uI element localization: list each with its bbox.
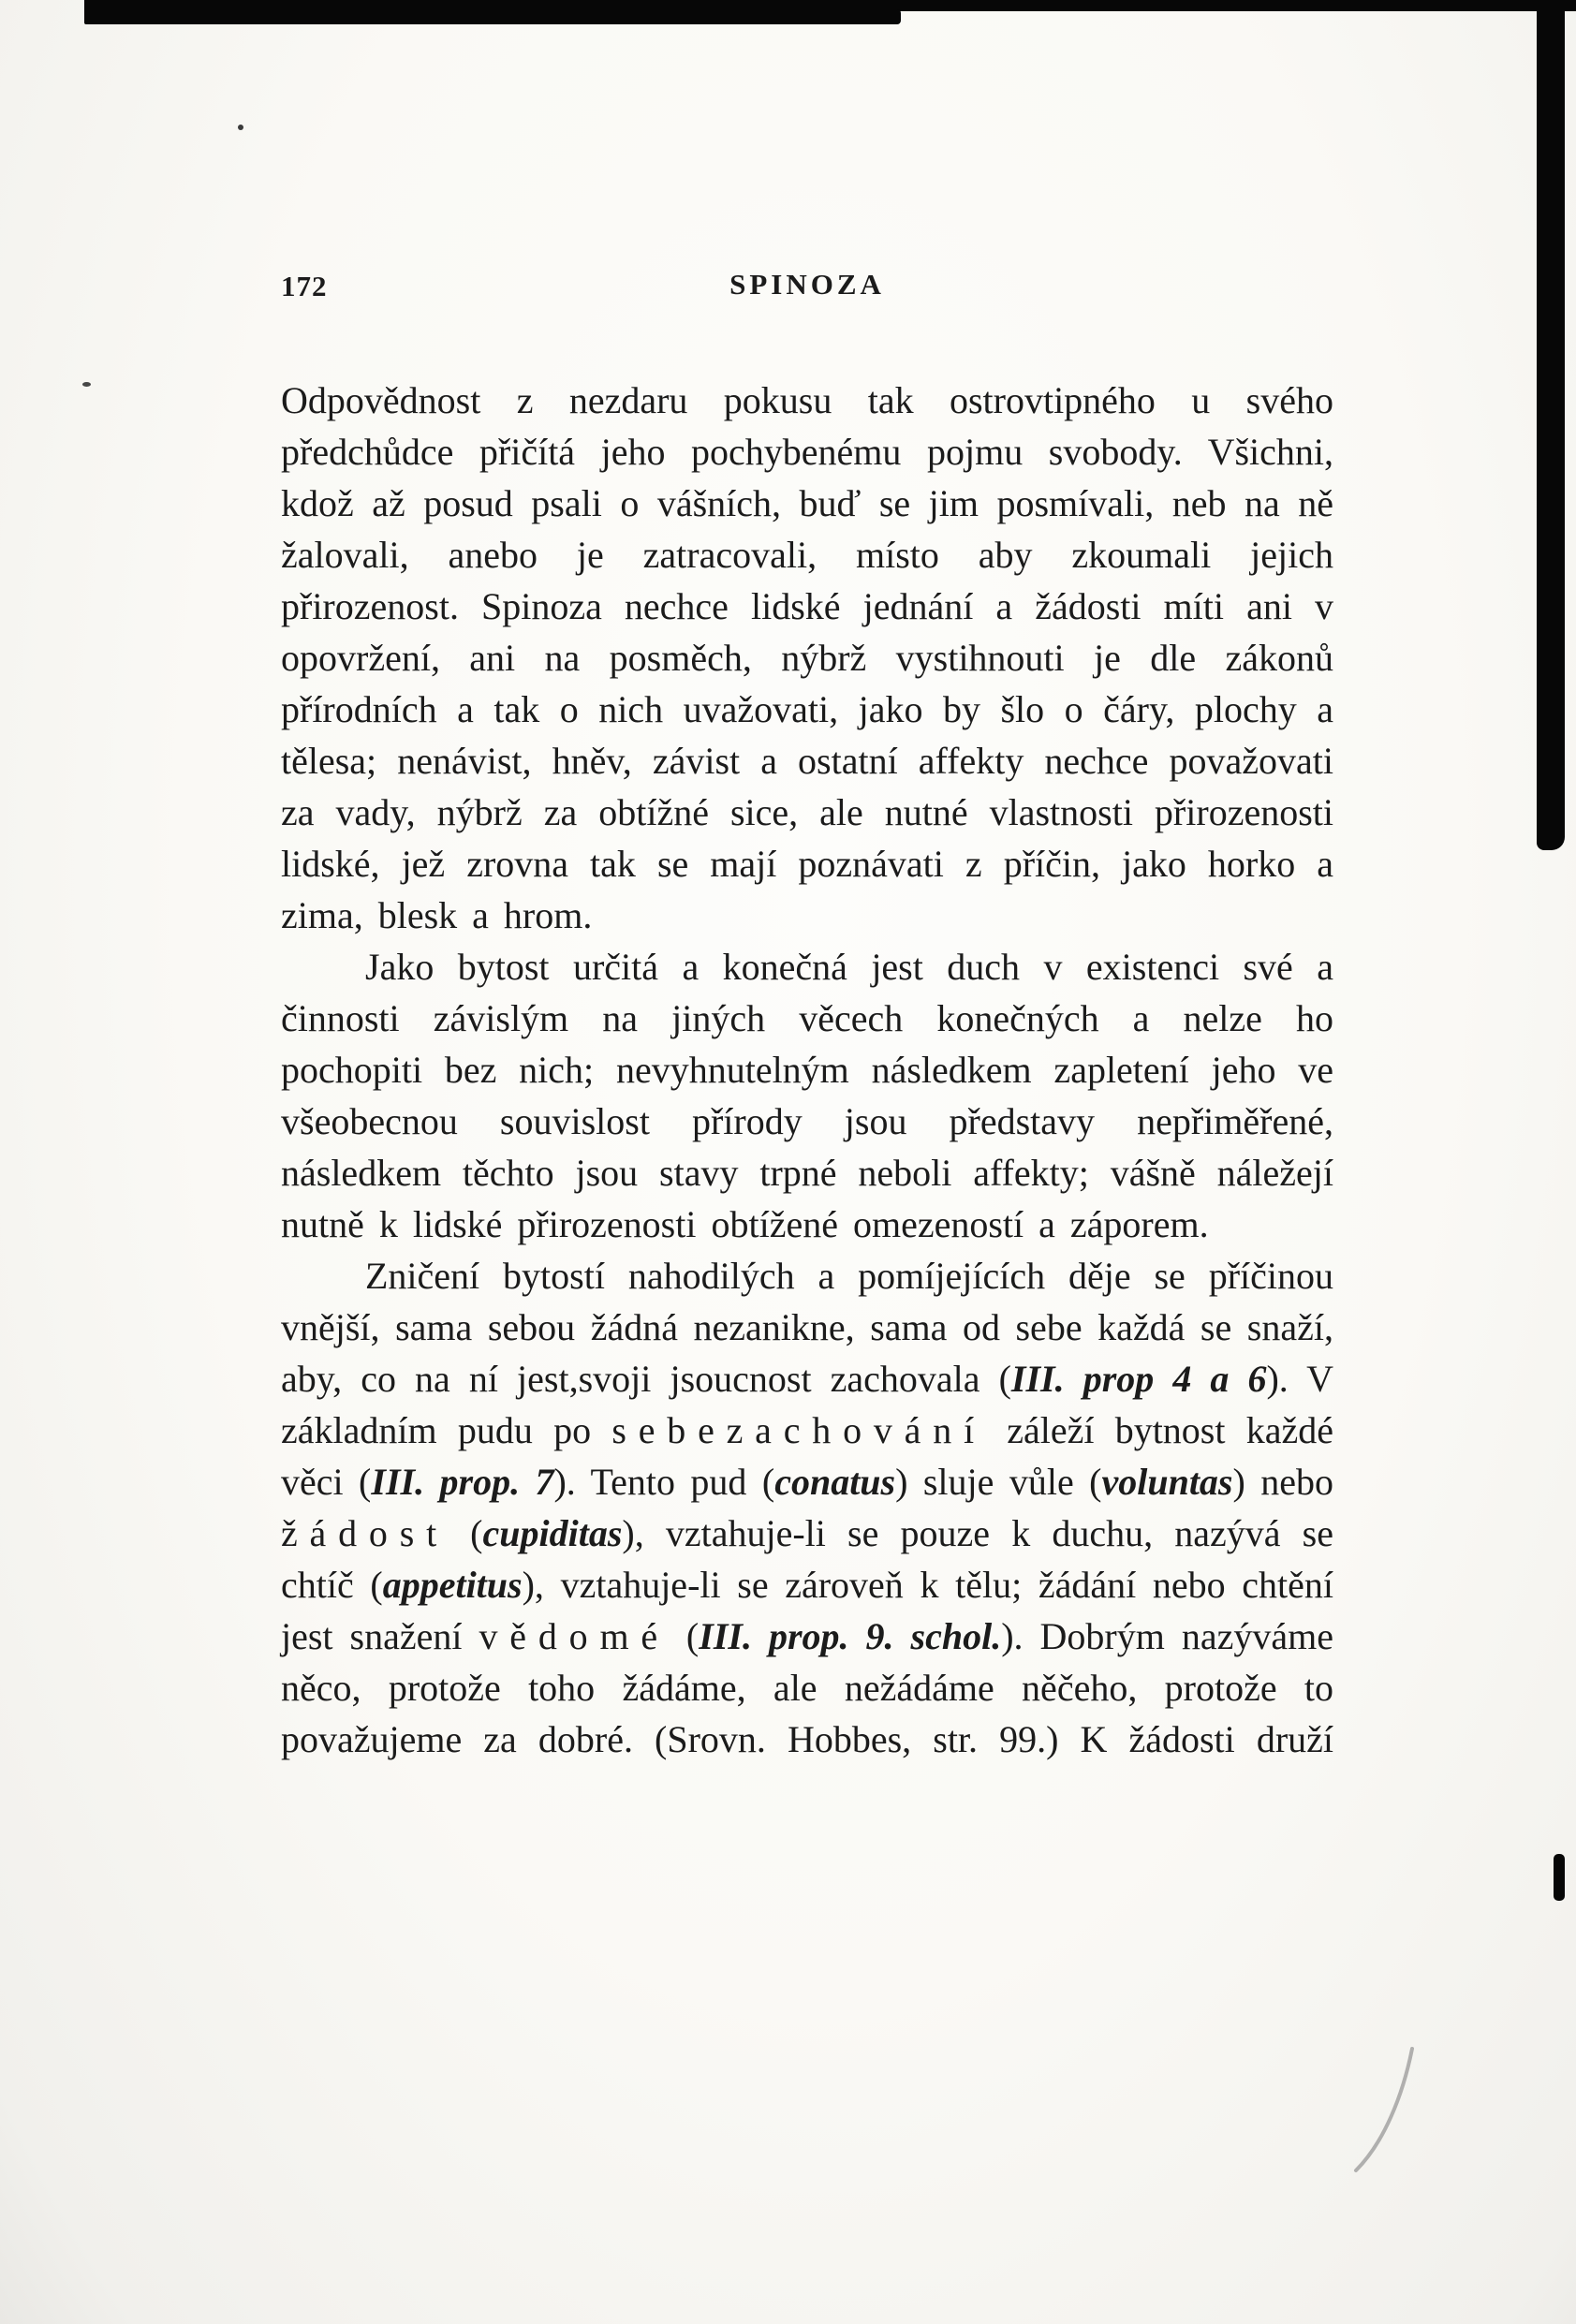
text-run-plain: ) sluje vůle ( bbox=[895, 1461, 1102, 1503]
text-run-italic: voluntas bbox=[1101, 1461, 1233, 1503]
scan-artifact-right-edge-bar bbox=[1537, 0, 1565, 850]
paragraph bbox=[281, 941, 1333, 1250]
page-content bbox=[281, 264, 1333, 1765]
text-run-plain: Odpovědnost z nezdaru pokusu tak ostrovtipného u svého předchůdce přičítá jeho pochybenému pojmu svobody. Všichni, kdož až posud psali o vášních, buď se jim posmívali, neb na ně žalovali, anebo je zatracovali, místo aby zkoumali jejich přirozenost. Spinoza nechce lidské jednání a žádosti míti ani v opovržení, ani na posměch, nýbrž vystihnouti je dle zákonů přírodních a tak o nich uvažovati, jako by šlo o čáry, plochy a tělesa; nenávist, hněv, závist a ostatní affekty nechce považovati za vady, nýbrž za obtížné sice, ale nutné vlastnosti přirozenosti lidské, jež zrovna tak se mají poznávati z příčin, jako horko a zima, blesk a hrom. bbox=[281, 379, 1333, 936]
text-run-plain: ). Tento pud ( bbox=[553, 1461, 775, 1503]
text-run-plain: ) nebo bbox=[1232, 1461, 1333, 1503]
running-head bbox=[281, 264, 1333, 318]
text-run-spaced: žádost bbox=[281, 1512, 449, 1554]
text-run-italic: conatus bbox=[774, 1461, 896, 1503]
text-run-italic: III. prop. 9. schol. bbox=[699, 1615, 1002, 1657]
text-run-plain: ( bbox=[449, 1512, 483, 1554]
text-run-italic: cupiditas bbox=[482, 1512, 623, 1554]
text-run-plain: ), vztahuje-li se zároveň k tělu; žádání nebo chtění jest snažení bbox=[281, 1564, 1333, 1657]
text-run-italic: III. prop. 7 bbox=[371, 1461, 554, 1503]
scan-artifact-right-tick bbox=[1554, 1854, 1565, 1901]
paragraph bbox=[281, 1250, 1333, 1765]
page-number: 172 bbox=[281, 270, 328, 302]
scan-speck-dash bbox=[82, 382, 91, 387]
text-run-plain: Jako bytost určitá a konečná jest duch v existenci své a činnosti závislým na jiných věcech konečných a nelze ho pochopiti bez nich; nevyhnutelným následkem zapletení jeho ve všeobecnou souvislost přírody jsou představy nepřiměřené, následkem těchto jsou stavy trpné neboli affekty; vášně náležejí nutně k lidské přirozenosti obtížené omezeností a záporem. bbox=[281, 946, 1333, 1245]
text-run-spaced: sebezachování bbox=[611, 1409, 986, 1451]
text-run-plain: ). V základním pudu po bbox=[281, 1358, 1334, 1451]
body-text bbox=[281, 375, 1333, 1765]
running-title: SPINOZA bbox=[729, 268, 885, 301]
text-run-plain: ( bbox=[669, 1615, 700, 1657]
text-run-italic: appetitus bbox=[382, 1564, 523, 1606]
text-run-italic: III. prop 4 a 6 bbox=[1010, 1358, 1267, 1400]
text-run-plain: ), vztahuje-li se pouze k duchu, nazývá se chtíč ( bbox=[281, 1512, 1333, 1606]
scan-speck-dot bbox=[238, 125, 243, 130]
paragraph bbox=[281, 375, 1333, 941]
text-run-plain: záleží bytnost každé věci ( bbox=[281, 1409, 1333, 1503]
pen-stroke-artifact bbox=[1311, 2022, 1498, 2228]
scan-artifact-top-edge-thick bbox=[84, 9, 901, 24]
text-run-plain: ). Dobrým nazýváme něco, protože toho žádáme, ale nežádáme něčeho, protože to považujeme za dobré. (Srovn. Hobbes, str. 99.) K žádosti druží bbox=[281, 1615, 1333, 1760]
text-run-plain: Zničení bytostí nahodilých a pomíjejících děje se příčinou vnější, sama sebou žádná nezanikne, sama od sebe každá se snaží, aby, co na ní jest,svoji jsoucnost zachovala ( bbox=[281, 1255, 1333, 1400]
text-run-spaced: vědomé bbox=[479, 1615, 670, 1657]
